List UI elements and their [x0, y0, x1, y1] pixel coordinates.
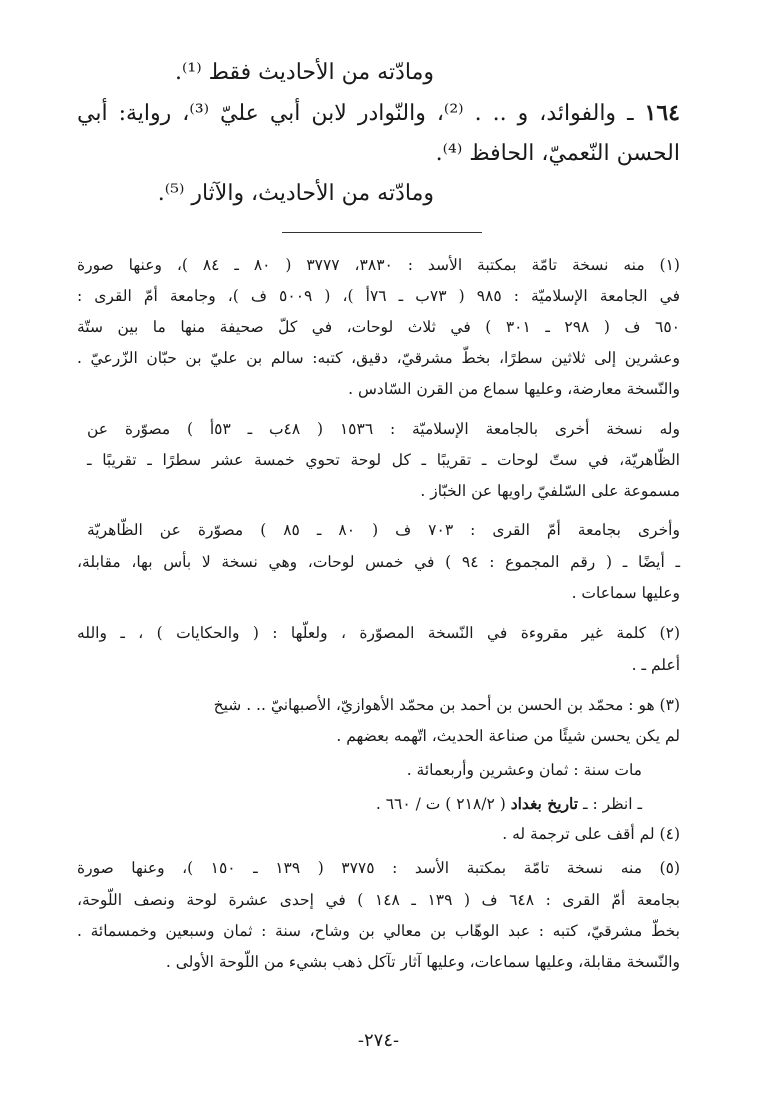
footnote-5-line-2: بجامعة أمّ القرى : ٦٤٨ ف ( ١٣٩ ـ ١٤٨ ) في إحدى عشرة لوحة ونصف اللّوحة، [77, 891, 680, 909]
footnote-1-line-1: (١) منه نسخة تامّة بمكتبة الأسد : ٣٨٣٠، ٣٧٧٧ ( ٨٠ ـ ٨٤ )، وعنها صورة [77, 256, 680, 274]
footnote-1-line-5: والنّسخة معارضة، وعليها سماع من القرن السّادس . [348, 380, 680, 398]
footnote-3-line-3: مات سنة : ثمان وعشرين وأربعمائة . [406, 761, 642, 779]
footnote-3-line-2: لم يكن يحسن شيئًا من صناعة الحديث، اتّهمه بعضهم . [336, 727, 680, 745]
footnote-2-line-2: أعلم ـ . [631, 656, 680, 674]
main-line-4: ومادّته من الأحاديث، والآثار ⁽⁵⁾. [157, 181, 434, 206]
entry-title: ـ والفوائد، و .. . ⁽²⁾، والنّوادر لابن أبي عليّ ⁽³⁾، رواية: أبي [77, 101, 645, 126]
footnote-1-line-11: وعليها سماعات . [571, 584, 680, 602]
footnote-separator [282, 232, 482, 233]
footnote-3-line-1: (٣) هو : محمّد بن الحسن بن أحمد بن محمّد الأهوازيّ، الأصبهانيّ .. . شيخ [213, 696, 680, 714]
reference-title: تاريخ بغداد [510, 794, 579, 813]
footnote-5-line-1: (٥) منه نسخة تامّة بمكتبة الأسد : ٣٧٧٥ ( ١٣٩ ـ ١٥٠ )، وعنها صورة [77, 859, 680, 877]
entry-number: ١٦٤ [644, 100, 680, 126]
footnote-2-line-1: (٢) كلمة غير مقروءة في النّسخة المصوّرة ، ولعلّها : ( والحكايات ) ، ـ والله [77, 624, 680, 642]
main-line-2 [77, 98, 680, 129]
footnote-1-line-7: الظّاهريّة، في ستّ لوحات ـ تقريبًا ـ كل لوحة تحوي خمسة عشر سطرًا ـ تقريبًا ـ [87, 451, 680, 469]
main-line-3: الحسن النّعميّ، الحافظ ⁽⁴⁾. [435, 141, 680, 166]
see-label: ـ انظر : ـ [578, 795, 642, 813]
footnote-1-line-4: وعشرين إلى ثلاثين سطرًا، بخطّ مشرقيّ، دقيق، كتبه: سالم بن عليّ بن حبّان الزّرعيّ . [77, 349, 680, 367]
main-line-1: ومادّته من الأحاديث فقط ⁽¹⁾. [175, 60, 434, 85]
footnote-1-line-2: في الجامعة الإسلاميّة : ٩٨٥ ( ٧٣ب ـ ٧٦أ )، ( ٥٠٠٩ ف )، وجامعة أمّ القرى : [77, 287, 680, 305]
footnote-4-line-1: (٤) لم أقف على ترجمة له . [502, 825, 680, 843]
reference-location: ( ٢١٨/٢ ) ت / ٦٦٠ . [375, 795, 511, 813]
footnote-1-line-8: مسموعة على السّلفيّ راويها عن الخبّاز . [420, 482, 680, 500]
footnote-5-line-3: بخطّ مشرقيّ، كتبه : عبد الوهّاب بن معالي بن وشاح، سنة : ثمان وسبعين وخمسمائة . [77, 922, 680, 940]
footnote-1-line-9: وأخرى بجامعة أمّ القرى : ٧٠٣ ف ( ٨٠ ـ ٨٥ ) مصوّرة عن الظّاهريّة [87, 521, 680, 539]
footnote-5-line-4: والنّسخة مقابلة، وعليها سماعات، وعليها آثار تآكل ذهب بشيء من اللّوحة الأولى . [165, 953, 680, 971]
footnote-1-line-3: ٦٥٠ ف ( ٢٩٨ ـ ٣٠١ ) في ثلاث لوحات، في كلّ صحيفة منها ما بين ستّة [77, 318, 680, 336]
page-number: -٢٧٤- [357, 1030, 400, 1051]
footnote-3-line-4 [376, 793, 642, 815]
footnote-1-line-10: ـ أيضًا ـ ( رقم المجموع : ٩٤ ) في خمس لوحات، وهي نسخة لا بأس بها، مقابلة، [77, 553, 680, 571]
footnote-1-line-6: وله نسخة أخرى بالجامعة الإسلاميّة : ١٥٣٦ ( ٤٨ب ـ ٥٣أ ) مصوّرة عن [87, 420, 680, 438]
